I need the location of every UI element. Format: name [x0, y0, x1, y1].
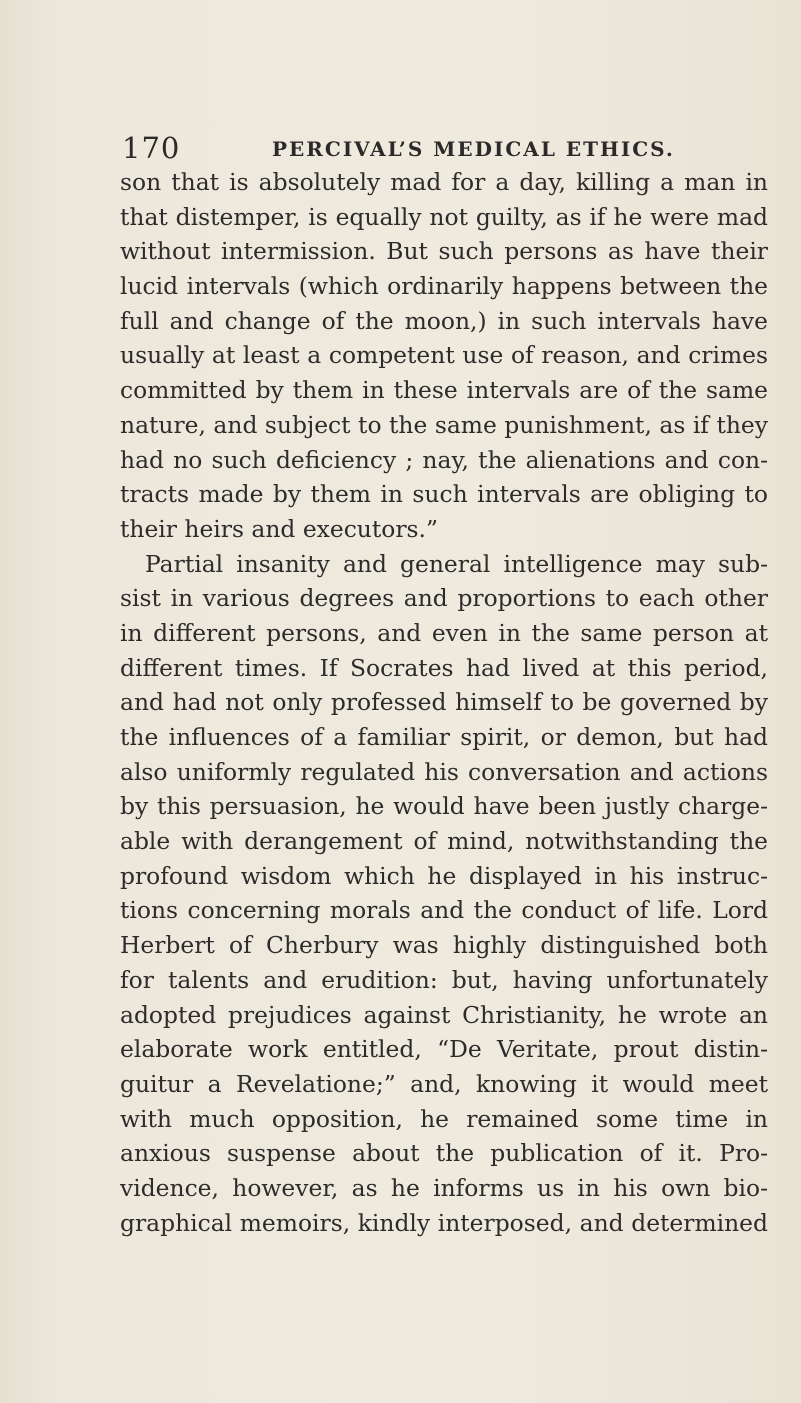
text-line: sist in various degrees and proportions to each other	[120, 584, 768, 613]
text-line: committed by them in these intervals are of the same	[120, 376, 768, 405]
text-line: elaborate work entitled, “De Veritate, prout distin-	[120, 1035, 768, 1064]
text-line: guitur a Revelatione;” and, knowing it would meet	[120, 1069, 768, 1098]
text-line: by this persuasion, he would have been justly charge-	[120, 792, 768, 821]
text-line: adopted prejudices against Christianity, he wrote an	[120, 1000, 768, 1029]
text-line: graphical memoirs, kindly interposed, and determined	[120, 1208, 768, 1237]
running-head	[122, 131, 762, 165]
text-line: tions concerning morals and the conduct of life. Lord	[120, 896, 768, 925]
text-line: profound wisdom which he displayed in his instruc-	[120, 861, 768, 890]
text-line: Herbert of Cherbury was highly distinguished both	[120, 931, 768, 960]
body-text	[120, 165, 768, 1240]
text-line: vidence, however, as he informs us in his own bio-	[120, 1173, 768, 1202]
text-line: in different persons, and even in the same person at	[120, 618, 768, 647]
text-line: anxious suspense about the publication of it. Pro-	[120, 1139, 768, 1168]
text-line: usually at least a competent use of reason, and crimes	[120, 341, 768, 370]
text-line: and had not only professed himself to be governed by	[120, 688, 768, 717]
text-line: that distemper, is equally not guilty, as if he were mad	[120, 202, 768, 231]
text-line: son that is absolutely mad for a day, killing a man in	[120, 168, 768, 196]
text-line: with much opposition, he remained some time in	[120, 1104, 768, 1133]
text-line: full and change of the moon,) in such intervals have	[120, 306, 768, 335]
text-line: nature, and subject to the same punishment, as if they	[120, 410, 768, 439]
text-line: different times. If Socrates had lived at this period,	[120, 653, 768, 682]
running-title: PERCIVAL’S MEDICAL ETHICS.	[272, 137, 675, 161]
text-line: the influences of a familiar spirit, or demon, but had	[120, 723, 768, 751]
text-line: tracts made by them in such intervals are obliging to	[120, 480, 768, 509]
text-line: without intermission. But such persons as have their	[120, 237, 768, 266]
paragraph-end-line: their heirs and executors.”	[120, 514, 438, 543]
paragraph-start-line: Partial insanity and general intelligence may sub-	[145, 549, 768, 578]
text-line: also uniformly regulated his conversation and actions	[120, 757, 768, 786]
text-line: for talents and erudition: but, having unfortunately	[120, 965, 768, 994]
text-line: able with derangement of mind, notwithstanding the	[120, 827, 768, 856]
text-line: lucid intervals (which ordinarily happens between the	[120, 272, 768, 301]
page-number: 170	[122, 131, 181, 165]
text-line: had no such deficiency ; nay, the alienations and con-	[120, 445, 768, 474]
